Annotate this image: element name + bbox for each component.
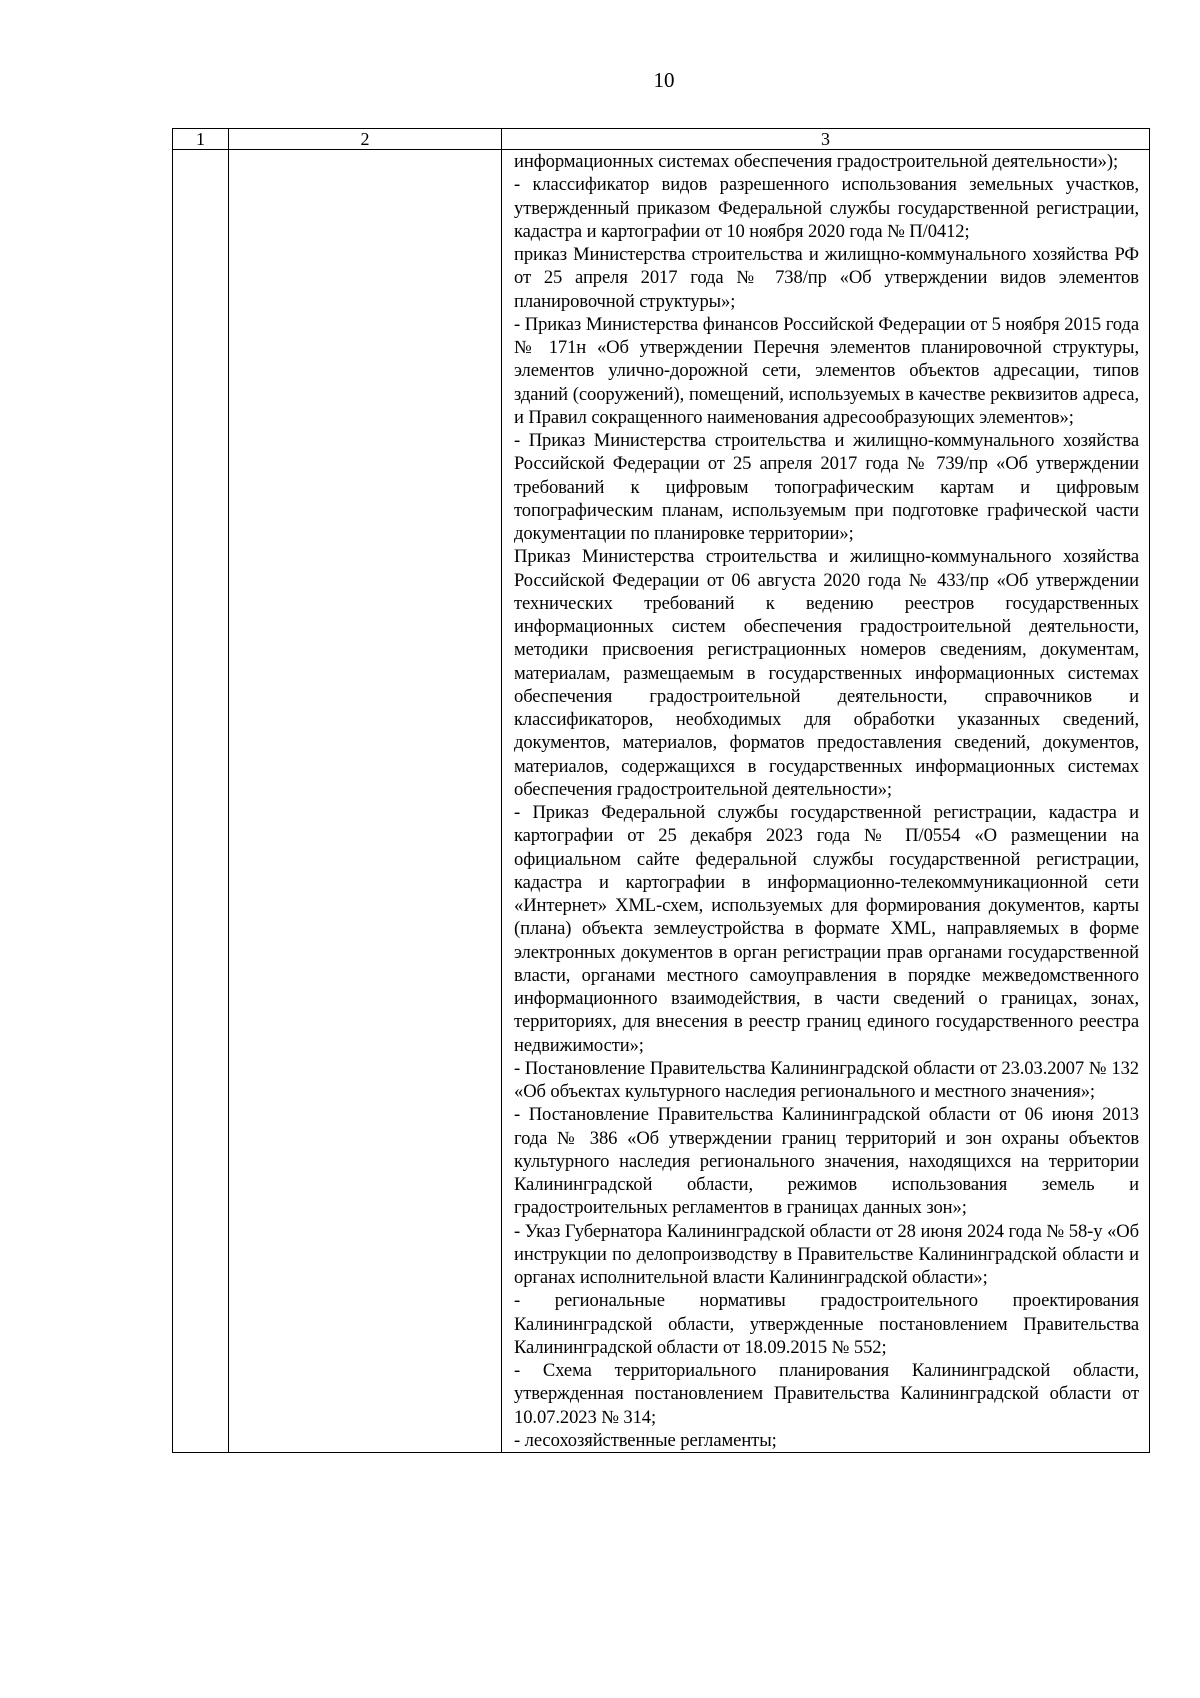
paragraph: информационных системах обеспечения градостроительной деятельности»); [514, 151, 1119, 172]
table-header-row [173, 129, 1150, 150]
header-cell-3: 3 [502, 129, 1150, 150]
table-row [173, 150, 1150, 1453]
cell-col-2 [229, 150, 502, 1453]
paragraph: - Постановление Правительства Калининградской области от 06 июня 2013 года № 386 «Об утверждении границ территорий и зон охраны объектов культурного наследия регионального значения, находящихся на территории Калининградской области, режимов использования земель и градостроительных регламентов в границах данных зон»; [514, 1104, 1139, 1219]
page-number: 10 [653, 68, 675, 92]
header-cell-1: 1 [173, 129, 229, 150]
paragraph: - Постановление Правительства Калининградской области от 23.03.2007 № 132 «Об объектах культурного наследия регионального и местного значения»; [514, 1057, 1139, 1102]
paragraph: - Приказ Министерства строительства и жилищно-коммунального хозяйства Российской Федерации от 25 апреля 2017 года № 739/пр «Об утверждении требований к цифровым топографическим картам и цифровым топографическим планам, используемым при подготовке графической части документации по планировке территории»; [514, 430, 1139, 544]
paragraph: - лесохозяйственные регламенты; [514, 1429, 777, 1451]
cell-col-1 [173, 150, 229, 1453]
cell-col-3 [502, 150, 1150, 1453]
paragraph: - региональные нормативы градостроительного проектирования Калининградской области, утвержденные постановлением Правительства Калининградской области от 18.09.2015 № 552; [514, 1290, 1139, 1358]
paragraph: - Схема территориального планирования Калининградской области, утвержденная постановлением Правительства Калининградской области от 10.07.2023 № 314; [514, 1360, 1139, 1428]
paragraph: - Приказ Федеральной службы государственной регистрации, кадастра и картографии от 25 декабря 2023 года № П/0554 «О размещении на официальном сайте федеральной службы государственной регистрации, кадастра и картографии в информационно-телекоммуникационной сети «Интернет» XML-схем, используемых для формирования документов, карты (плана) объекта землеустройства в формате XML, направляемых в форме электронных документов в орган регистрации прав органами государственной власти, органами местного самоуправления в порядке межведомственного информационного взаимодействия, в части сведений о границах, зонах, территориях, для внесения в реестр границ единого государственного реестра недвижимости»; [514, 802, 1139, 1056]
header-cell-2: 2 [229, 129, 502, 150]
requirements-table [172, 128, 1150, 1453]
paragraph: приказ Министерства строительства и жилищно-коммунального хозяйства РФ от 25 апреля 2017 года № 738/пр «Об утверждении видов элементов планировочной структуры»; [514, 244, 1139, 312]
column3-text [502, 150, 1149, 1452]
paragraph: - Приказ Министерства финансов Российской Федерации от 5 ноября 2015 года № 171н «Об утверждении Перечня элементов планировочной структуры, элементов улично-дорожной сети, элементов объектов адресации, типов зданий (сооружений), помещений, используемых в качестве реквизитов адреса, и Правил сокращенного наименования адресообразующих элементов»; [514, 313, 1139, 428]
paragraph: - Указ Губернатора Калининградской области от 28 июня 2024 года № 58-у «Об инструкции по делопроизводству в Правительстве Калининградской области и органах исполнительной власти Калининградской области»; [514, 1220, 1139, 1288]
paragraph: Приказ Министерства строительства и жилищно-коммунального хозяйства Российской Федерации от 06 августа 2020 года № 433/пр «Об утверждении технических требований к ведению реестров государственных информационных систем обеспечения градостроительной деятельности, методики присвоения регистрационных номеров сведениям, документам, материалам, размещаемым в государственных информационных системах обеспечения градостроительной деятельности, справочников и классификаторов, необходимых для обработки указанных сведений, документов, материалов, форматов предоставления сведений, документов, материалов, содержащихся в государственных информационных системах обеспечения градостроительной деятельности»; [514, 546, 1139, 800]
paragraph: - классификатор видов разрешенного использования земельных участков, утвержденный приказом Федеральной службы государственной регистрации, кадастра и картографии от 10 ноября 2020 года № П/0412; [514, 174, 1139, 242]
